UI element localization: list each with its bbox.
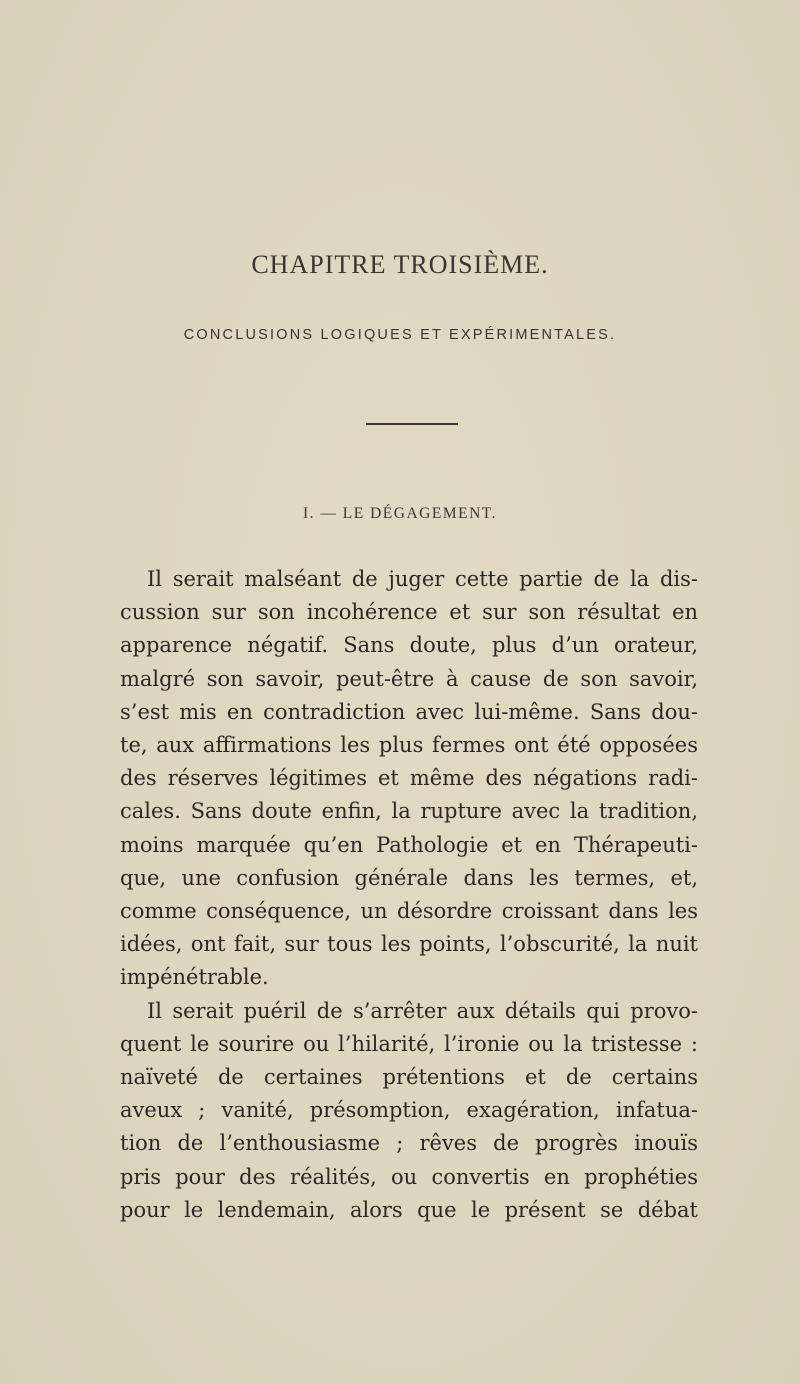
text-line: naïveté de certaines prétentions et de certains: [120, 1065, 698, 1090]
text-line: pris pour des réalités, ou convertis en prophéties: [120, 1164, 698, 1189]
chapter-subtitle: CONCLUSIONS LOGIQUES ET EXPÉRIMENTALES.: [183, 327, 617, 343]
text-line: cales. Sans doute enfin, la rupture avec la tradition,: [120, 799, 698, 824]
text-line: aveux ; vanité, présomption, exagération, infatua-: [120, 1098, 698, 1123]
text-line: pour le lendemain, alors que le présent se débat: [120, 1197, 698, 1222]
text-line: idées, ont fait, sur tous les points, l’obscurité, la nuit: [120, 932, 698, 957]
text-line: s’est mis en contradiction avec lui-même. Sans dou-: [120, 699, 698, 724]
text-line: que, une confusion générale dans les termes, et,: [120, 865, 698, 890]
text-line: cussion sur son incohérence et sur son résultat en: [120, 600, 698, 625]
paragraph-2: [120, 995, 698, 1227]
text-line: quent le sourire ou l’hilarité, l’ironie ou la tristesse :: [120, 1031, 698, 1056]
section-divider: [366, 423, 458, 425]
text-line: tion de l’enthousiasme ; rêves de progrès inouïs: [120, 1131, 698, 1156]
text-line: des réserves légitimes et même des négations radi-: [120, 766, 698, 791]
paragraph-1: [120, 563, 698, 995]
text-line: impénétrable.: [120, 965, 269, 990]
section-heading: I. — LE DÉGAGEMENT.: [303, 505, 497, 522]
body-text: [120, 563, 698, 1227]
text-line: comme conséquence, un désordre croissant dans les: [120, 899, 698, 924]
text-line: te, aux affirmations les plus fermes ont été opposées: [120, 733, 698, 758]
text-line: Il serait puéril de s’arrêter aux détails qui provo-: [147, 998, 698, 1023]
text-line: apparence négatif. Sans doute, plus d’un orateur,: [120, 633, 698, 658]
text-line: malgré son savoir, peut-être à cause de son savoir,: [120, 666, 698, 691]
chapter-title: CHAPITRE TROISIÈME.: [251, 250, 549, 279]
text-line: Il serait malséant de juger cette partie de la dis-: [147, 567, 698, 591]
text-line: moins marquée qu’en Pathologie et en Thérapeuti-: [120, 832, 698, 857]
